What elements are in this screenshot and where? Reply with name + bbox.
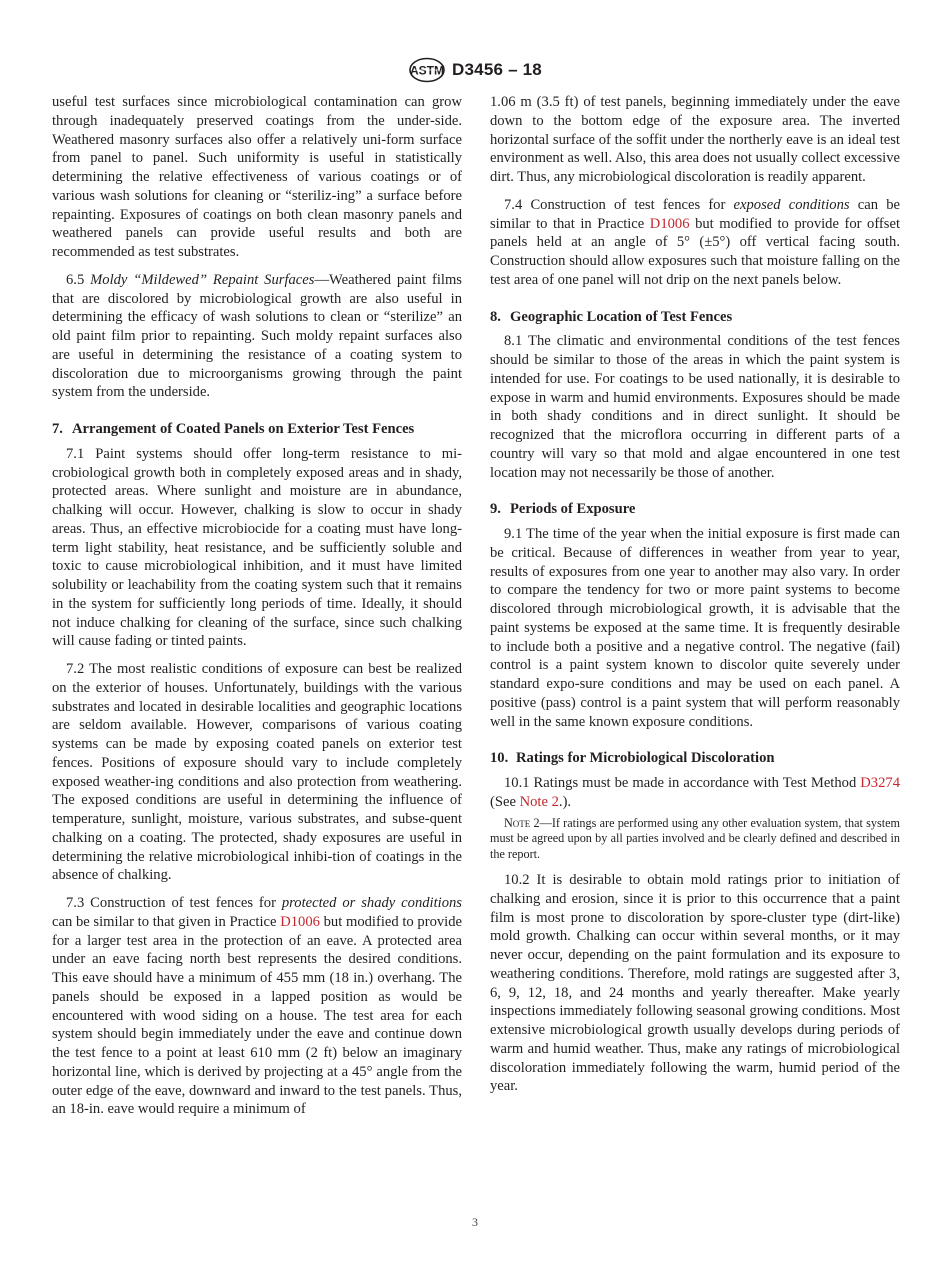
paragraph-9-1: 9.1 The time of the year when the initial exposure is first made can be critical. Because of differences in weather from year to year, results of exposures from one year to another may also vary. In order to compare the tendency for two or more paint systems to become discolored through microbiological growth, it is advisable that the paint systems be exposed at the same time. It is frequently desirable to include both a positive and a negative control. The negative (fail) control is a paint system known to discolor quite severely under standard expo-sure conditions and may be used on each panel. A positive (pass) control is a paint system that will perform reasonably well in the same known exposure conditions. (490, 526, 900, 730)
text: (See (490, 793, 520, 810)
svg-text:ASTM: ASTM (410, 63, 445, 78)
section-title: Geographic Location of Test Fences (510, 308, 733, 325)
astm-logo-icon (408, 57, 446, 83)
text: 7.3 Construction of test fences for (66, 895, 282, 911)
note-2-link[interactable]: Note 2 (519, 793, 559, 810)
paragraph-text: —Weathered paint films that are discolored by microbiological growth are also useful in determining the efficacy of wash solutions to clean or “sterilize” an old paint film prior to repainting. Such moldy repaint surfaces also are useful in determining the resistance of a coating system to discoloration due to microorganisms growing through the paint system from the underside. (52, 271, 462, 401)
section-number: 9. (490, 501, 501, 518)
paragraph-10-2: 10.2 It is desirable to obtain mold ratings prior to initiation of chalking and erosion, since it is prior to this occurrence that a paint film is most prone to discoloration by spore-cluster type (dirt-like) mold growth. Chalking can occur within several months, or it may never occur, depending on the paint formulation and its exposure to weathering conditions. Therefore, mold ratings are suggested after 3, 6, 9, 12, 18, and 24 months and yearly thereafter. Make yearly inspections immediately following seasonal growing conditions. Most extensive microbiological growth usually develops during periods of warm and humid weather. Thus, make any ratings of microbiological discoloration immediately following the warm, humid period of the year. (490, 872, 900, 1095)
page-number: 3 (472, 1215, 478, 1229)
section-title: Periods of Exposure (510, 501, 636, 518)
text: 7.4 Construction of test fences for (504, 196, 734, 213)
section-heading-10 (490, 749, 900, 768)
reference-link-d1006[interactable]: D1006 (280, 913, 320, 930)
section-number: 10. (490, 750, 509, 767)
left-column (52, 93, 462, 1128)
right-column (490, 93, 900, 1105)
text: 10.1 Ratings must be made in accordance with Test Method (504, 775, 861, 791)
paragraph-7-4 (490, 196, 900, 290)
section-number: 7. (52, 421, 63, 437)
text: but modified to provide for offset panels held at an angle of 5° (±5°) off vertical facing south. Construction should allow exposures such that moisture falling on the test area of one panel will not drip on the next panels below. (490, 215, 900, 288)
standard-designation: D3456 – 18 (452, 60, 542, 79)
section-title: Ratings for Microbiological Discoloration (516, 750, 775, 767)
text: can be similar to that in Practice (490, 196, 900, 232)
note-2 (490, 816, 900, 863)
section-heading-8 (490, 308, 900, 327)
paragraph-title: Moldy “Mildewed” Repaint Surfaces (90, 271, 315, 288)
reference-link-d3274[interactable]: D3274 (860, 775, 900, 791)
paragraph-number: 6.5 (66, 271, 85, 288)
paragraph-continued: useful test surfaces since microbiological contamination can grow through inadequately preserved coatings from the under-side. Weathered masonry surfaces also offer a relatively uni-form surface from panel to panel. Such uniformity is useful in statistically determining the relative effectiveness of various coatings or of various wash solutions for cleaning or “steriliz-ing” a surface before repainting. Exposures of coatings on both clean masonry panels and weathered panels can provide useful results and both are recommended as test substrates. (52, 94, 462, 260)
paragraph-8-1: 8.1 The climatic and environmental conditions of the test fences should be similar to those of the areas in which the paint system is intended for use. For coatings to be used nationally, it is desirable to expose in warm and humid environments. Exposures should be made in both shady conditions and in direct sunlight. It should be recognized that the microflora occurring in different parts of a country will vary so that mold and algae encountered in one test location may not necessarily be those of another. (490, 333, 900, 481)
paragraph-6-5 (52, 271, 462, 402)
paragraph-7-2: 7.2 The most realistic conditions of exposure can best be realized on the exterior of houses. Unfortunately, buildings with the various substrates and located in desirable localities and geographic locations are seldom available. However, comparisons of various coating systems can be made by exposing coated panels on exterior test fences. Positions of exposure should vary to include completely exposed weather-ing conditions and also protection from weathering. The exposed conditions are useful in determining the influence of temperature, sunlight, moisture, various substrates, and subse-quent chalking on a coating. The protected, shady exposures are useful in determining the relative microbiological inhibi-tion of coatings in the absence of chalking. (52, 661, 462, 884)
paragraph-7-3 (52, 894, 462, 1119)
paragraph-7-1: 7.1 Paint systems should offer long-term resistance to mi-crobiological growth both in completely exposed areas and in shady, protected areas. Where sunlight and moisture are in abundance, chalking will occur. However, chalking is slow to occur in shady areas. Thus, an effective microbiocide for a coating must have long-term light stability, heat resistance, and be sufficiently soluble and toxic to cause microbiological inhibition, and it must have limited solubility or leachability from the coating system such that it remains in the system for sufficiently long periods of time. Ideally, it should not induce chalking for cleaning of the surface, since such chalking will cause fading or tinted paints. (52, 445, 462, 650)
page-header (0, 56, 950, 84)
section-number: 8. (490, 308, 501, 325)
text: .). (558, 793, 572, 810)
paragraph-10-1 (490, 774, 900, 812)
section-title: Arrangement of Coated Panels on Exterior Test Fences (72, 421, 415, 437)
emphasis: protected or shady conditions (281, 895, 462, 911)
section-heading-9 (490, 500, 900, 519)
text: can be similar to that given in Practice (52, 913, 281, 930)
note-label: Note 2 (504, 815, 540, 830)
paragraph-7-3-continued: 1.06 m (3.5 ft) of test panels, beginning immediately under the eave down to the bottom edge of the exposure area. The inverted horizontal surface of the soffit under the northerly eave is an ideal test environment as well. Also, this area does not usually collect excessive dirt. Thus, any microbiological discoloration is readily apparent. (490, 94, 900, 185)
note-text: —If ratings are performed using any other evaluation system, that system must be agreed upon by all parties involved and be clearly defined and described in the report. (490, 815, 901, 861)
section-heading-7 (52, 420, 462, 439)
text: but modified to provide for a larger test area in the protection of an eave. A protected area under an eave facing north best represents the desired conditions. This eave should have a minimum of 455 mm (18 in.) overhang. The panels should be exposed in a lapped position as would be encountered with wood siding on a house. The test area for each system should begin immediately under the eave and continue down the test fence to a point at least 610 mm (2 ft) below an imaginary horizontal line, which is derived by projecting at a 45° angle from the outer edge of the eave, downward and inward to the test panels. Thus, an 18-in. eave would require a minimum of (52, 913, 462, 1118)
emphasis: exposed conditions (733, 196, 850, 213)
reference-link-d1006[interactable]: D1006 (649, 215, 690, 232)
